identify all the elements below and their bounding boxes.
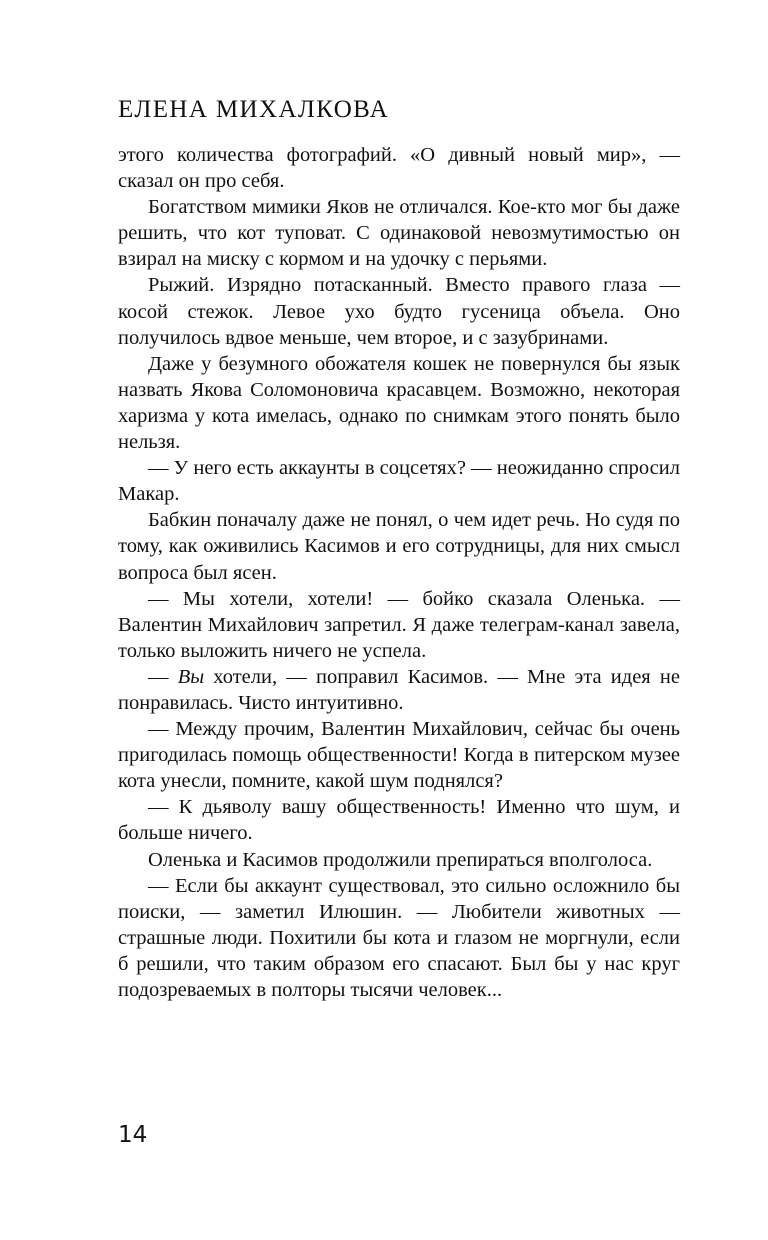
paragraph-dialogue: — У него есть аккаунты в соцсетях? — неожиданно спросил Макар. — [118, 457, 680, 506]
paragraph-dialogue: — Мы хотели, хотели! — бойко сказала Оленька. — Валентин Михайлович запретил. Я даже телеграм-канал завела, только выложить ничего не успела. — [118, 587, 680, 662]
book-page — [118, 0, 680, 1240]
paragraph: Оленька и Касимов продолжили препираться вполголоса. — [148, 848, 653, 871]
paragraph: Рыжий. Изрядно потасканный. Вместо правого глаза — косой стежок. Левое ухо будто гусеница объела. Оно получилось вдвое меньше, чем второе, и с зазубринами. — [118, 274, 680, 349]
paragraph: Даже у безумного обожателя кошек не повернулся бы язык назвать Якова Соломоновича красавцем. Возможно, некоторая харизма у кота имелась, однако по снимкам этого понять было нельзя. — [118, 352, 680, 454]
paragraph-continued: этого количества фотографий. «О дивный новый мир», — сказал он про себя. — [118, 144, 680, 193]
body-text — [118, 142, 680, 1003]
page-number: 14 — [118, 1122, 148, 1148]
italic-emphasis: Вы — [177, 665, 205, 688]
paragraph: Богатством мимики Яков не отличался. Кое-кто мог бы даже решить, что кот туповат. С одинаковой невозмутимостью он взирал на миску с кормом и на удочку с перьями. — [118, 196, 680, 271]
paragraph-dialogue: — Между прочим, Валентин Михайлович, сейчас бы очень пригодилась помощь общественности! Когда в питерском музее кота унесли, помните, какой шум поднялся? — [118, 718, 680, 793]
paragraph: Бабкин поначалу даже не понял, о чем идет речь. Но судя по тому, как оживились Касимов и его сотрудницы, для них смысл вопроса был ясен. — [118, 509, 680, 584]
paragraph-dialogue: — Если бы аккаунт существовал, это сильно осложнило бы поиски, — заметил Илюшин. — Любители животных — страшные люди. Похитили бы кота и глазом не моргнули, если б решили, что таким образом его спасают. Был бы у нас круг подозреваемых в полторы тысячи человек... — [118, 874, 680, 1001]
paragraph-dialogue — [118, 664, 680, 716]
paragraph-dialogue: — К дьяволу вашу общественность! Именно что шум, и больше ничего. — [118, 796, 680, 845]
running-head-author: ЕЛЕНА МИХАЛКОВА — [118, 96, 390, 123]
dialogue-dash: — — [148, 665, 178, 688]
paragraph-rest: хотели, — поправил Касимов. — Мне эта идея не понравилась. Чисто интуитивно. — [118, 665, 680, 714]
